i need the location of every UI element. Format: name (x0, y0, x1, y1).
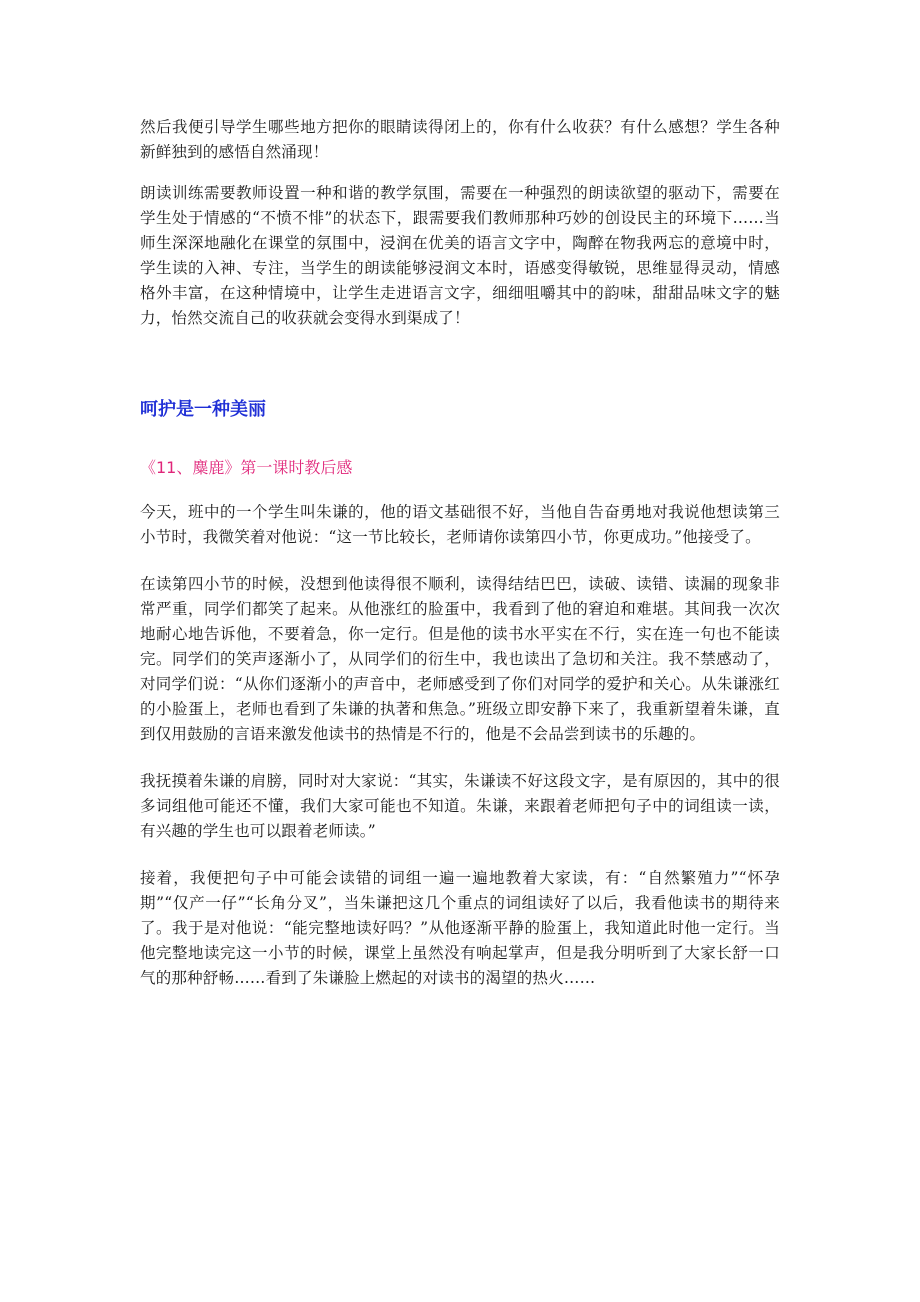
intro-paragraph-2: 朗读训练需要教师设置一种和谐的教学氛围，需要在一种强烈的朗读欲望的驱动下，需要在学生处于情感的“不愤不悱”的状态下，跟需要我们教师那种巧妙的创设民主的环境下……当师生深深地融化在课堂的氛围中，浸润在优美的语言文字中，陶醉在物我两忘的意境中时，学生读的入神、专注，当学生的朗读能够浸润文本时，语感变得敏锐，思维显得灵动，情感格外丰富，在这种情境中，让学生走进语言文字，细细咀嚼其中的韵味，甜甜品味文字的魅力，怡然交流自己的收获就会变得水到渠成了！ (140, 184, 780, 327)
section-subtitle: 《11、麋鹿》第一课时教后感 (140, 458, 353, 477)
body-paragraph-1: 今天，班中的一个学生叫朱谦的，他的语文基础很不好，当他自告奋勇地对我说他想读第三小节时，我微笑着对他说：“这一节比较长，老师请你读第四小节，你更成功。”他接受了。 (140, 503, 780, 546)
body-paragraph-3: 我抚摸着朱谦的肩膀，同时对大家说：“其实，朱谦读不好这段文字，是有原因的，其中的很多词组他可能还不懂，我们大家可能也不知道。朱谦，来跟着老师把句子中的词组读一读，有兴趣的学生也可以跟着老师读。” (140, 772, 780, 840)
body-paragraph-2: 在读第四小节的时候，没想到他读得很不顺利，读得结结巴巴，读破、读错、读漏的现象非常严重，同学们都笑了起来。从他涨红的脸蛋中，我看到了他的窘迫和难堪。其间我一次次地耐心地告诉他，不要着急，你一定行。但是他的读书水平实在不行，实在连一句也不能读完。同学们的笑声逐渐小了，从同学们的衍生中，我也读出了急切和关注。我不禁感动了，对同学们说：“从你们逐渐小的声音中，老师感受到了你们对同学的爱护和关心。从朱谦涨红的小脸蛋上，老师也看到了朱谦的执著和焦急。”班级立即安静下来了，我重新望着朱谦，直到仅用鼓励的言语来激发他读书的热情是不行的，他是不会品尝到读书的乐趣的。 (140, 575, 780, 743)
section-title: 呵护是一种美丽 (140, 399, 266, 420)
body-paragraph-4: 接着，我便把句子中可能会读错的词组一遍一遍地教着大家读，有：“自然繁殖力”“怀孕期”“仅产一仔”“长角分叉”，当朱谦把这几个重点的词组读好了以后，我看他读书的期待来了。我于是对他说：“能完整地读好吗？”从他逐渐平静的脸蛋上，我知道此时他一定行。当他完整地读完这一小节的时候，课堂上虽然没有响起掌声，但是我分明听到了大家长舒一口气的那种舒畅……看到了朱谦脸上燃起的对读书的渴望的热火…… (140, 869, 780, 987)
section-spacer (140, 347, 780, 395)
intro-paragraph-1: 然后我便引导学生哪些地方把你的眼睛读得闭上的，你有什么收获？有什么感想？学生各种新鲜独到的感悟自然涌现！ (140, 118, 780, 161)
